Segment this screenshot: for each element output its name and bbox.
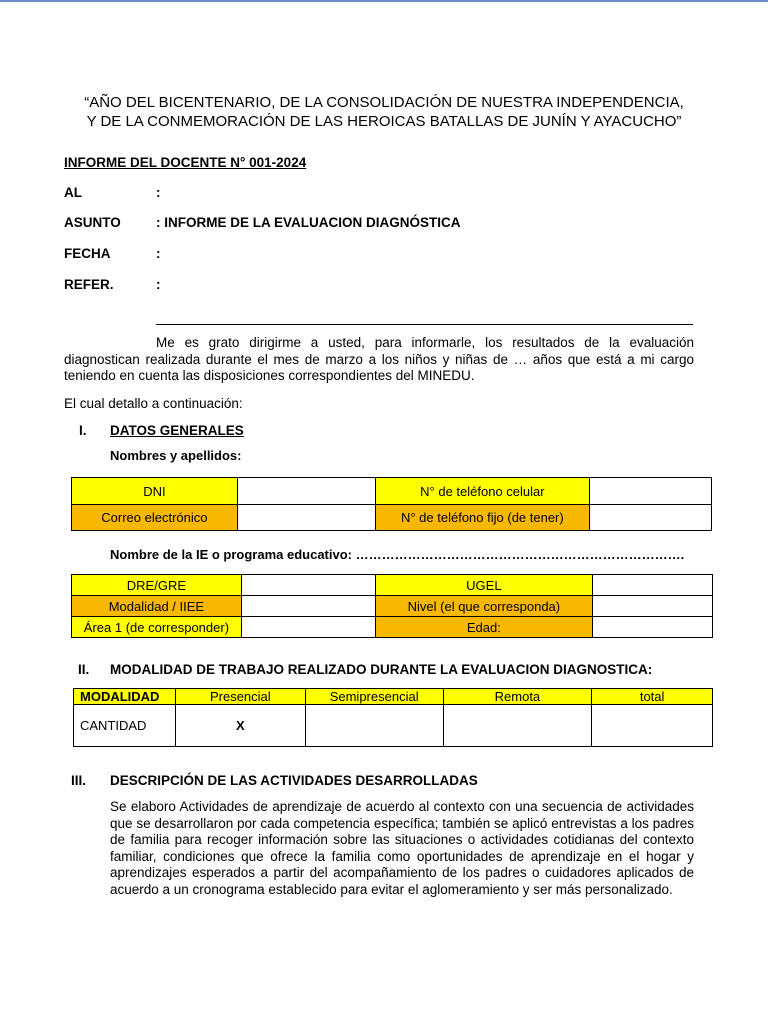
year-motto-line-1: “AÑO DEL BICENTENARIO, DE LA CONSOLIDACIÓN DE NUESTRA INDEPENDENCIA,	[84, 94, 684, 111]
cell-cantidad-label: CANTIDAD	[74, 705, 176, 747]
intro-paragraph: Me es grato dirigirme a usted, para informarle, los resultados de la evaluación diagnostican realizada durante el mes de marzo a los niños y niñas de … años que está a mi cargo teniendo en cuenta las disposiciones correspondientes del MINEDU.	[64, 335, 694, 383]
header-remota: Remota	[443, 689, 592, 705]
year-motto	[40, 93, 728, 131]
modality-table	[73, 688, 713, 747]
cell-area-value	[241, 617, 375, 638]
section-2-title: MODALIDAD DE TRABAJO REALIZADO DURANTE LA EVALUACION DIAGNOSTICA:	[110, 662, 653, 677]
header-presencial: Presencial	[175, 689, 305, 705]
top-border	[0, 0, 768, 2]
header-semipresencial: Semipresencial	[305, 689, 443, 705]
activities-paragraph: Se elaboro Actividades de aprendizaje de acuerdo al contexto con una secuencia de actividades que se desarrollaron por cada competencia específica; también se aplicó entrevistas a los padres de familia para recoger información sobre las situaciones o actividades cotidianas del contexto familiar, condiciones que ofrece la familia como oportunidades de aprendizaje en el hogar y aprendizajes esperados a partir del acompañamiento de los padres o cuidadores aplicados de acuerdo a un cronograma establecido para evitar el aglomeramiento y ser más personalizado.	[110, 799, 694, 897]
institution-table	[71, 574, 713, 638]
cell-nivel-value	[593, 596, 713, 617]
cell-modalidad-label: Modalidad / IIEE	[72, 596, 242, 617]
field-label-asunto: ASUNTO	[64, 215, 121, 230]
cell-mobile-value	[590, 478, 712, 505]
cell-remota-value	[443, 705, 592, 747]
cell-mobile-label: N° de teléfono celular	[375, 478, 590, 505]
table-row	[74, 689, 713, 705]
section-2-number: II.	[78, 662, 90, 677]
cell-dni-label: DNI	[72, 478, 238, 505]
field-value-refer: :	[156, 277, 161, 292]
cell-dre-label: DRE/GRE	[72, 575, 242, 596]
cell-nivel-label: Nivel (el que corresponda)	[375, 596, 593, 617]
contact-table	[71, 477, 712, 531]
header-modalidad: MODALIDAD	[74, 689, 176, 705]
cell-area-label: Área 1 (de corresponder)	[72, 617, 242, 638]
cell-dni-value	[237, 478, 375, 505]
header-total: total	[592, 689, 713, 705]
cell-total-value	[592, 705, 713, 747]
section-3-title: DESCRIPCIÓN DE LAS ACTIVIDADES DESARROLLADAS	[110, 773, 478, 788]
report-title: INFORME DEL DOCENTE N° 001-2024	[64, 155, 307, 170]
cell-edad-label: Edad:	[375, 617, 593, 638]
table-row	[72, 505, 712, 531]
cell-landline-value	[590, 505, 712, 531]
field-label-refer: REFER.	[64, 277, 114, 292]
cell-email-label: Correo electrónico	[72, 505, 238, 531]
names-label: Nombres y apellidos:	[110, 448, 242, 463]
cell-email-value	[237, 505, 375, 531]
field-value-fecha: :	[156, 246, 161, 261]
section-3-number: III.	[71, 773, 87, 788]
cell-edad-value	[593, 617, 713, 638]
separator-line	[156, 324, 693, 325]
ie-label: Nombre de la IE o programa educativo: ………………………………………………………………….	[110, 547, 685, 562]
field-label-fecha: FECHA	[64, 246, 111, 261]
intro-detail: El cual detallo a continuación:	[64, 396, 243, 411]
cell-presencial-value: X	[175, 705, 305, 747]
cell-ugel-label: UGEL	[375, 575, 593, 596]
cell-landline-label: N° de teléfono fijo (de tener)	[375, 505, 590, 531]
cell-dre-value	[241, 575, 375, 596]
field-label-al: AL	[64, 185, 82, 200]
section-1-number: I.	[79, 423, 87, 438]
table-row	[72, 596, 713, 617]
table-row	[72, 575, 713, 596]
section-1-title: DATOS GENERALES	[110, 423, 244, 438]
table-row	[74, 705, 713, 747]
field-value-asunto: : INFORME DE LA EVALUACION DIAGNÓSTICA	[156, 215, 461, 230]
cell-semipresencial-value	[305, 705, 443, 747]
field-value-al: :	[156, 185, 161, 200]
year-motto-line-2: Y DE LA CONMEMORACIÓN DE LAS HEROICAS BATALLAS DE JUNÍN Y AYACUCHO”	[86, 113, 682, 130]
table-row	[72, 617, 713, 638]
cell-modalidad-value	[241, 596, 375, 617]
table-row	[72, 478, 712, 505]
cell-ugel-value	[593, 575, 713, 596]
